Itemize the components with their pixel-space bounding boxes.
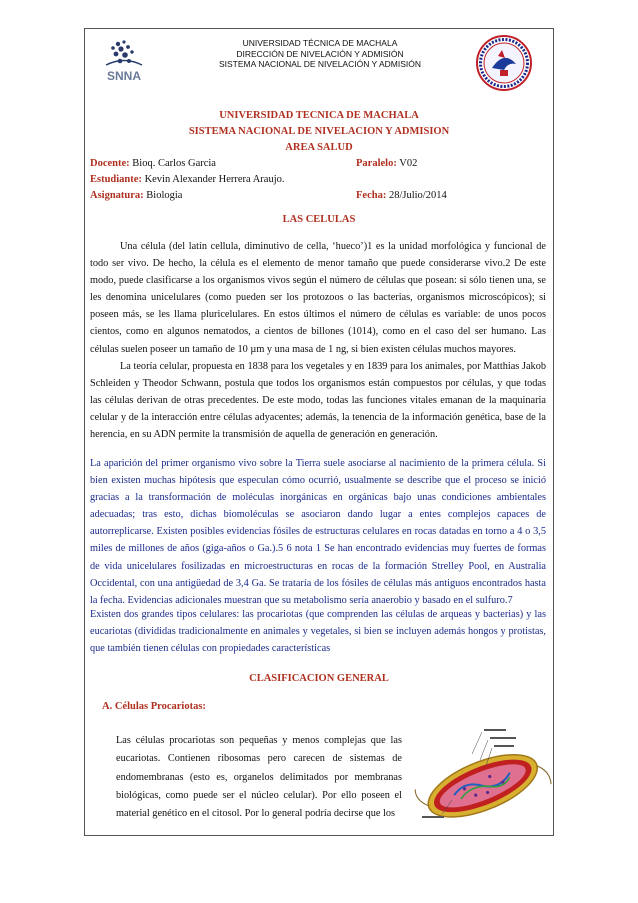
paragraph-1: Una célula (del latín cellula, diminutivo de cella, ‘hueco’)1 es la unidad morfológica y funcional de todo ser vivo. De hecho, la célula es el elemento de menor tamaño que puede considerarse vivo.2 De este modo, puede clasificarse a los organismos vivos según el número de células que posean: si sólo tienen una, se les denomina unicelulares (como pueden ser los protozoos o las bacterias, organismos microscópicos); si poseen más, se les llama pluricelulares. En estos últimos el número de células es variable: de unos pocos cientos, como en algunos nematodos, a cientos de billones (1014), como en el caso del ser humano. Las células suelen poseer un tamaño de 10 µm y una masa de 1 ng, si bien existen células muchos mayores. [90, 241, 546, 355]
docente-field [90, 158, 216, 169]
section-title-clasificacion: CLASIFICACION GENERAL [249, 673, 389, 684]
paralelo-label: Paralelo: [356, 158, 397, 169]
asignatura-value: Biologia [146, 190, 183, 201]
asignatura-label: Asignatura: [90, 190, 144, 201]
docente-label: Docente: [90, 158, 130, 169]
paralelo-value: V02 [399, 158, 418, 169]
paragraph-2: La teoría celular, propuesta en 1838 para los vegetales y en 1839 para los animales, por Matthias Jakob Schleiden y Theodor Schwann, postula que todos los organismos están compuestos por células, y que todas las células derivan de otras precedentes. De este modo, todas las funciones vitales emanan de la maquinaria celular y de la interacción entre células adyacentes; además, la tenencia de la información genética, base de la herencia, en su ADN permite la transmisión de aquella de generación en generación. [90, 361, 546, 441]
header-line-2: DIRECCIÓN DE NIVELACIÓN Y ADMISIÓN [236, 48, 404, 59]
section-title-las-celulas: LAS CELULAS [282, 214, 356, 225]
paralelo-field [356, 158, 417, 169]
paragraph-3: La aparición del primer organismo vivo sobre la Tierra suele asociarse al nacimiento de la primera célula. Si bien existen muchas hipótesis que especulan cómo ocurrió, usualmente se describe que el proceso se inició gracias a la transformación de moléculas inorgánicas en orgánicas bajo unas condiciones ambientales adecuadas; tras esto, dichas biomoléculas se asociaron dando lugar a entes complejos capaces de autorreplicarse. Existen posibles evidencias fósiles de estructuras celulares en rocas datadas en torno a 4 o 3,5 miles de millones de años (giga-años o Ga.).5 6 nota 1 Se han encontrado evidencias muy fuertes de formas de vida unicelulares fosilizadas en microestructuras en rocas de la formación Strelley Pool, en Australia Occidental, con una antigüedad de 3,4 Ga. Se trataría de los fósiles de células más antiguos encontrados hasta la fecha. Evidencias adicionales muestran que su metabolismo sería anaerobio y basado en el sulfuro.7 [90, 458, 546, 606]
paragraph-4: Existen dos grandes tipos celulares: las procariotas (que comprenden las células de arqueas y bacterias) y las eucariotas (divididas tradicionalmente en animales y vegetales, si bien se incluyen además hongos y protistas, que también tienen células con propiedades características [90, 609, 546, 655]
estudiante-field [90, 174, 285, 185]
area-title: AREA SALUD [285, 142, 353, 153]
document-header [150, 38, 490, 70]
estudiante-label: Estudiante: [90, 174, 142, 185]
fecha-value: 28/Julio/2014 [388, 190, 447, 201]
fecha-label: Fecha: [356, 190, 387, 201]
estudiante-value: Kevin Alexander Herrera Araujo. [144, 174, 285, 185]
svg-text:SNNA: SNNA [106, 69, 142, 83]
paragraph-procariotas: Las células procariotas son pequeñas y menos complejas que las eucariotas. Contienen ribosomas pero carecen de sistemas de endomembranas (esto es, organelos delimitados por membranas biológicas, como puede ser el núcleo celular). Por ello poseen el material genético en el citosol. Por lo general podría decirse que los [116, 735, 402, 820]
system-title: SISTEMA NACIONAL DE NIVELACION Y ADMISION [188, 126, 450, 137]
header-line-3: SISTEMA NACIONAL DE NIVELACIÓN Y ADMISIÓN [218, 59, 421, 69]
subheading-procariotas: A. Células Procariotas: [102, 701, 206, 712]
snna-logo [96, 38, 152, 86]
fecha-field [356, 190, 447, 201]
header-line-1: UNIVERSIDAD TÉCNICA DE MACHALA [242, 38, 398, 48]
university-title: UNIVERSIDAD TECNICA DE MACHALA [219, 110, 419, 121]
prokaryotic-cell-illustration [412, 724, 552, 830]
asignatura-field [90, 190, 182, 201]
university-seal-logo [472, 34, 536, 92]
docente-value: Bioq. Carlos Garcia [132, 158, 216, 169]
